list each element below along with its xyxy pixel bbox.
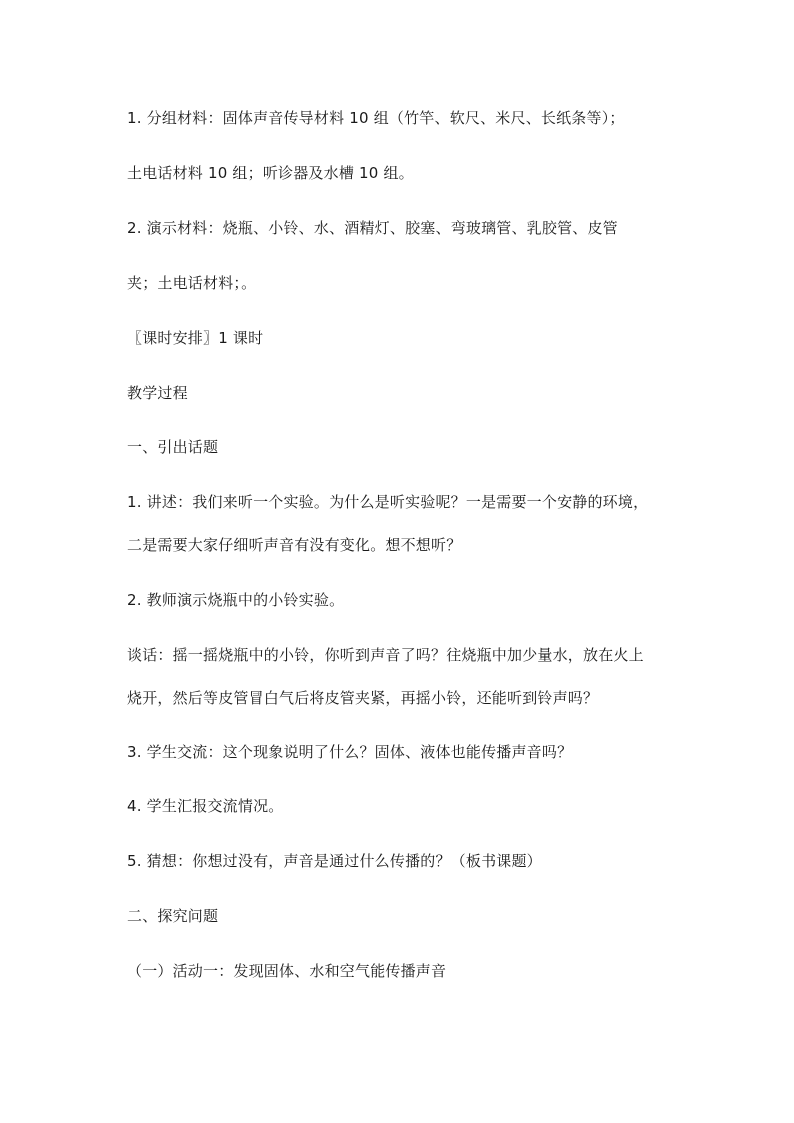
text-line-demo-materials: 2. 演示材料：烧瓶、小铃、水、酒精灯、胶塞、弯玻璃管、乳胶管、皮管 bbox=[127, 219, 618, 237]
section-heading-explore: 二、探究问题 bbox=[127, 907, 219, 925]
text-line-narrate: 1. 讲述：我们来听一个实验。为什么是听实验呢？一是需要一个安静的环境， bbox=[127, 493, 649, 511]
text-line-student-exchange: 3. 学生交流：这个现象说明了什么？固体、液体也能传播声音吗？ bbox=[127, 743, 573, 761]
text-line-group-materials: 1. 分组材料：固体声音传导材料 10 组（竹竿、软尺、米尺、长纸条等）； bbox=[127, 109, 625, 127]
text-line-talk-cont: 烧开，然后等皮管冒白气后将皮管夹紧，再摇小铃，还能听到铃声吗？ bbox=[127, 689, 599, 707]
text-line-student-report: 4. 学生汇报交流情况。 bbox=[127, 797, 284, 815]
text-line-group-materials-cont: 土电话材料 10 组；听诊器及水槽 10 组。 bbox=[127, 164, 414, 182]
section-heading-teaching-process: 教学过程 bbox=[127, 384, 188, 402]
text-line-guess: 5. 猜想：你想过没有，声音是通过什么传播的？（板书课题） bbox=[127, 852, 542, 870]
text-line-narrate-cont: 二是需要大家仔细听声音有没有变化。想不想听？ bbox=[127, 536, 462, 554]
text-line-schedule: 〖课时安排〗1 课时 bbox=[127, 329, 264, 347]
text-line-demo-materials-cont: 夹；土电话材料；。 bbox=[127, 274, 257, 292]
subsection-heading-activity-one: （一）活动一：发现固体、水和空气能传播声音 bbox=[127, 962, 447, 980]
text-line-talk: 谈话：摇一摇烧瓶中的小铃，你听到声音了吗？往烧瓶中加少量水，放在火上 bbox=[127, 646, 644, 664]
text-line-teacher-demo: 2. 教师演示烧瓶中的小铃实验。 bbox=[127, 591, 345, 609]
section-heading-intro: 一、引出话题 bbox=[127, 438, 219, 456]
